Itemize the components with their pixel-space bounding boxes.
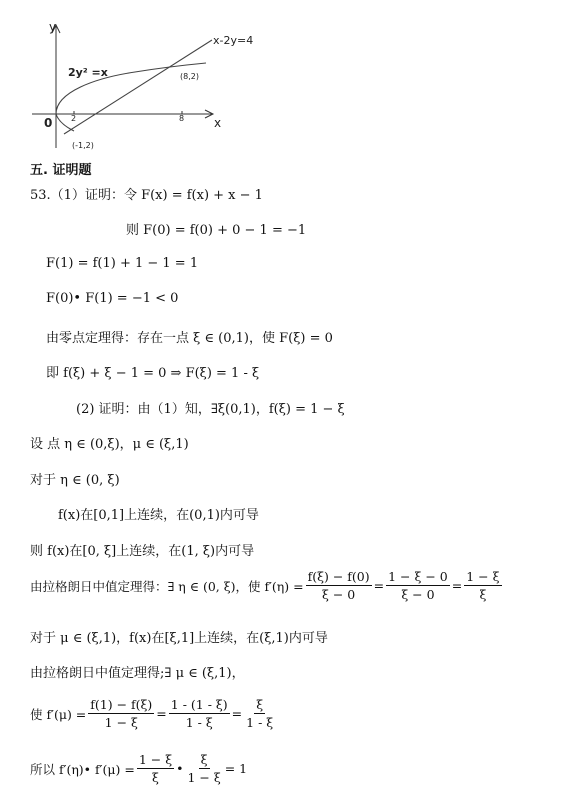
proof-line-15 [30,697,277,730]
fraction-numerator: f(1) − f(ξ) [90,697,153,712]
fraction-denominator: ξ [152,770,159,785]
tick-8-label: 8 [179,114,185,123]
line-15-fraction-3 [244,697,275,730]
point-lower-label: (-1,2) [72,141,94,150]
fraction-numerator: ξ [200,752,208,767]
line-16-fraction-1 [137,752,174,785]
proof-line-5: 由零点定理得：存在一点 ξ ∈ (0,1)，使 F(ξ) = 0 [46,331,333,346]
fraction-denominator: 1 - ξ [246,715,274,730]
fraction-numerator: 1 - (1 - ξ) [170,697,228,712]
line-12-fraction-1 [306,569,372,602]
fraction-denominator: 1 − ξ [187,770,221,785]
line-15-prefix: 使 f′(μ) = [30,706,87,722]
proof-line-8: 设 点 η ∈ (0,ξ)，μ ∈ (ξ,1) [30,437,189,452]
fraction-denominator: ξ − 0 [321,587,356,602]
fraction-numerator: 1 − ξ − 0 [388,569,448,584]
section-title: 五. 证明题 [30,163,92,178]
fraction-numerator: f(ξ) − f(0) [307,569,370,584]
y-axis-label: y [49,20,57,34]
proof-line-16 [30,752,247,785]
proof-line-3: F(1) = f(1) + 1 − 1 = 1 [46,256,199,271]
proof-line-11: 则 f(x)在[0, ξ]上连续，在(1, ξ)内可导 [30,544,255,559]
fraction-numerator: 1 − ξ [466,569,500,584]
line-16-tail: = 1 [224,761,248,776]
line-15-fraction-2 [169,697,230,730]
line-12-prefix: 由拉格朗日中值定理得：∃ η ∈ (0, ξ)，使 f′(η) = [30,578,304,594]
region-graph [0,0,300,160]
line-12-fraction-3 [464,569,501,602]
proof-line-4: F(0)• F(1) = −1 < 0 [46,291,179,306]
equals-sign: = [156,706,167,721]
fraction-numerator: 1 − ξ [138,752,173,767]
line-15-fraction-1 [88,697,154,730]
fraction-denominator: 1 - ξ [185,715,213,730]
tick-2-label: 2 [71,114,77,123]
line-12-fraction-2 [386,569,450,602]
fraction-denominator: 1 − ξ [104,715,138,730]
proof-line-12 [30,569,504,602]
x-axis-label: x [214,116,222,130]
fraction-denominator: ξ − 0 [401,587,435,602]
line-x-2y-4 [64,40,212,134]
proof-line-9: 对于 η ∈ (0, ξ) [30,473,120,488]
proof-line-1: 53.（1）证明：令 F(x) = f(x) + x − 1 [30,188,263,203]
proof-line-13: 对于 μ ∈ (ξ,1)，f(x)在[ξ,1]上连续，在(ξ,1)内可导 [30,631,328,646]
multiplication-dot: • [176,761,184,776]
proof-line-14: 由拉格朗日中值定理得;∃ μ ∈ (ξ,1)， [30,666,245,681]
line-16-fraction-2 [185,752,222,785]
equals-sign: = [231,706,243,721]
point-upper-label: (8,2) [180,72,199,81]
line-label: x-2y=4 [213,34,254,47]
fraction-denominator: ξ [479,587,487,602]
proof-line-2: 则 F(0) = f(0) + 0 − 1 = −1 [126,223,307,238]
equals-sign: = [373,578,385,593]
origin-label: 0 [44,116,53,130]
proof-line-6: 即 f(ξ) + ξ − 1 = 0 ⇒ F(ξ) = 1 - ξ [46,366,260,381]
line-16-prefix: 所以 f′(η)• f′(μ) = [30,761,135,777]
fraction-numerator: ξ [256,697,264,712]
equals-sign: = [451,578,463,593]
proof-line-7: (2) 证明：由（1）知，∃ξ(0,1)，f(ξ) = 1 − ξ [76,402,345,417]
proof-line-10: f(x)在[0,1]上连续，在(0,1)内可导 [58,508,259,523]
curve-label: 2y² =x [68,66,108,79]
